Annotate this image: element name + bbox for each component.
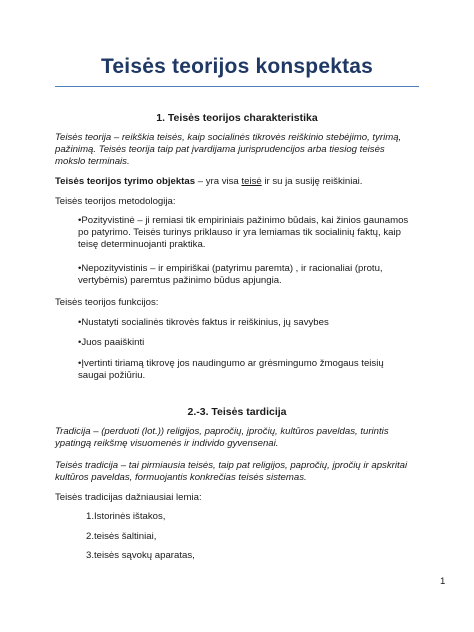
numbered-item: 3.teisės sąvokų aparatas, xyxy=(86,550,195,561)
list-item-line: saugai požiūriu. xyxy=(78,370,146,381)
object-text: ir su ja susiję reiškiniai. xyxy=(261,176,363,187)
object-label: Teisės teorijos tyrimo objektas xyxy=(55,176,196,187)
definition-line: mokslo terminais. xyxy=(55,156,130,167)
page-number: 1 xyxy=(440,576,446,587)
legal-tradition-line: Teisės tradicija – tai pirmiausia teisės, taip pat religijos, papročių, įpročių ir apskritai xyxy=(55,460,408,471)
object-text: – yra visa xyxy=(195,176,242,187)
definition-line: Teisės teorija – reikškia teisės, kaip socialinės tikrovės reiškinio stebėjimo, tyrimą, xyxy=(55,132,402,143)
list-item-line: teisę determinuojanti praktika. xyxy=(78,239,206,250)
list-item-line: •Juos paaiškinti xyxy=(78,337,145,348)
list-item-line: •Pozityvistinė – ji remiasi tik empiriniais pažinimo būdais, kai žinios gaunamos xyxy=(78,215,409,226)
object-paragraph xyxy=(55,176,420,188)
legal-tradition-line: kultūros paveldas, formuojantis konkrečias teisės sistemas. xyxy=(55,472,307,483)
numbered-item: 2.teisės šaltiniai, xyxy=(86,531,157,542)
list-item xyxy=(78,317,420,329)
section-heading-1: 1. Teisės teorijos charakteristika xyxy=(156,112,318,124)
methodology-label: Teisės teorijos metodologija: xyxy=(55,196,176,207)
definition-line: pažinimą. Teisės teorija taip pat įvardijama jurisprudencijos arba tiesiog teisės xyxy=(55,144,385,155)
list-item-line: •Įvertinti tiriamą tikrovę jos naudingumo ar grėsmingumo žmogaus teisių xyxy=(78,358,384,369)
list-item-line: •Nepozityvistinis – ir empiriškai (patyrimu paremta) , ir racionaliai (protu, xyxy=(78,263,383,274)
tradition-paragraph xyxy=(55,426,420,450)
document-title: Teisės teorijos konspektas xyxy=(100,55,374,78)
tradition-line: Tradicija – (perduoti (lot.)) religijos, papročių, įpročių, kultūros paveldas, turintis xyxy=(55,426,389,437)
list-item xyxy=(78,337,420,349)
tradition-line: ypatingą reikšmę visuomenės ir individo gyvensenai. xyxy=(55,438,279,449)
teise-link[interactable]: teisė xyxy=(241,176,262,187)
functions-label: Teisės teorijos funkcijos: xyxy=(55,297,159,308)
section-heading-2: 2.-3. Teisės tardicija xyxy=(187,406,287,418)
list-item-line: po patyrimo. Teisės turinys priklauso ir yra lemiamas tik socialinių faktų, kaip xyxy=(78,227,401,238)
determinants-label: Teisės tradicijas dažniausiai lemia: xyxy=(55,492,202,503)
list-item xyxy=(78,358,420,382)
list-item xyxy=(78,263,420,287)
list-item xyxy=(78,215,420,251)
list-item-line: vertybėmis) paremtus pažinimo būdus apjungia. xyxy=(78,275,282,286)
legal-tradition-paragraph xyxy=(55,460,420,484)
title-underline xyxy=(55,86,419,87)
list-item-line: •Nustatyti socialinės tikrovės faktus ir reiškinius, jų savybes xyxy=(78,317,329,328)
definition-paragraph xyxy=(55,132,420,168)
numbered-item: 1.Istorinės ištakos, xyxy=(86,511,166,522)
